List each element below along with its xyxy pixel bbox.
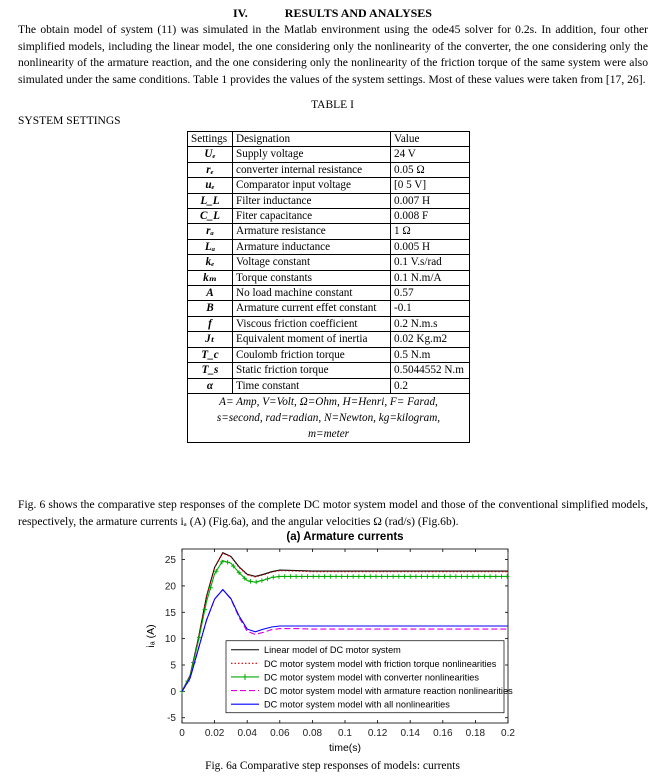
section-heading <box>0 6 665 21</box>
table-note-line: s=second, rad=radian, N=Newton, kg=kilogram, <box>216 411 441 424</box>
row-designation: No load machine constant <box>233 286 391 301</box>
row-symbol: kₑ <box>188 255 233 270</box>
row-symbol: f <box>188 316 233 331</box>
table-note-row <box>188 393 470 442</box>
row-value: 0.5044552 N.m <box>391 363 470 378</box>
legend-label: DC motor system model with armature reaction nonlinearities <box>264 686 513 697</box>
table-row <box>188 239 470 254</box>
row-symbol: C_L <box>188 209 233 224</box>
x-tick-label: 0.16 <box>433 728 453 739</box>
row-designation: Fiter capacitance <box>233 209 391 224</box>
table-row <box>188 209 470 224</box>
header-value: Value <box>391 132 470 147</box>
chart-title: (a) Armature currents <box>286 531 404 543</box>
table-row <box>188 316 470 331</box>
table-row <box>188 255 470 270</box>
row-symbol: T_c <box>188 347 233 362</box>
table-row <box>188 363 470 378</box>
row-designation: Armature inductance <box>233 239 391 254</box>
y-tick-label: 10 <box>164 634 176 646</box>
row-symbol: A <box>188 286 233 301</box>
table-note-line: A= Amp, V=Volt, Ω=Ohm, H=Henri, F= Farad, <box>219 395 438 408</box>
x-tick-label: 0 <box>179 728 185 739</box>
table-row <box>188 224 470 239</box>
x-tick-label: 0.18 <box>465 728 486 739</box>
row-designation: Armature resistance <box>233 224 391 239</box>
x-tick-label: 0.04 <box>237 728 257 739</box>
row-designation: Voltage constant <box>233 255 391 270</box>
table-row <box>188 378 470 393</box>
row-designation: converter internal resistance <box>233 162 391 177</box>
body-paragraph-1: The obtain model of system (11) was simulated in the Matlab environment using the ode45 solver for 0.2s. In addition, four other simplified models, including the linear model, the one considering only the nonlinearity of the converter, the one considering only the nonlinearity of the armature reaction, and the one considering only the nonlinearity of the friction torque of the same system were also simulated under the same conditions. Table 1 provides the values of the system settings. Most of these values were taken from [17, 26]. <box>18 23 648 86</box>
row-value: 0.57 <box>391 286 470 301</box>
row-designation: Supply voltage <box>233 147 391 162</box>
body-paragraph-2: Fig. 6 shows the comparative step responses of the complete DC motor system model and those of the conventional simplified models, respectively, the armature currents iₐ (A) (Fig.6a), and the angular velocities Ω (rad/s) (Fig.6b). <box>18 498 648 528</box>
legend-label: DC motor system model with friction torque nonlinearities <box>264 658 497 669</box>
x-tick-label: 0.02 <box>204 728 225 739</box>
row-symbol: Lₐ <box>188 239 233 254</box>
table-row <box>188 347 470 362</box>
row-symbol: rₑ <box>188 162 233 177</box>
section-number: IV. <box>233 6 248 20</box>
row-designation: Coulomb friction torque <box>233 347 391 362</box>
x-tick-label: 0.12 <box>367 728 388 739</box>
table-subcaption: SYSTEM SETTINGS <box>18 115 121 127</box>
row-value: 0.02 Kg.m2 <box>391 332 470 347</box>
table-note-line: m=meter <box>307 427 350 440</box>
row-designation: Comparator input voltage <box>233 178 391 193</box>
row-value: 0.5 N.m <box>391 347 470 362</box>
row-symbol: α <box>188 378 233 393</box>
table-header-row <box>188 132 470 147</box>
row-designation: Armature current effet constant <box>233 301 391 316</box>
armature-currents-chart <box>140 543 520 759</box>
row-value: 0.005 H <box>391 239 470 254</box>
row-value: 0.008 F <box>391 209 470 224</box>
row-designation: Equivalent moment of inertia <box>233 332 391 347</box>
section-title: RESULTS AND ANALYSES <box>284 6 432 20</box>
table-row <box>188 286 470 301</box>
y-tick-label: 25 <box>164 555 176 567</box>
row-value: 0.2 N.m.s <box>391 316 470 331</box>
table-row <box>188 162 470 177</box>
legend-label: DC motor system model with all nonlinearities <box>264 699 450 710</box>
table-row <box>188 270 470 285</box>
y-tick-label: 5 <box>170 660 176 672</box>
x-tick-label: 0.1 <box>338 728 352 739</box>
y-tick-label: 15 <box>164 607 176 619</box>
row-designation: Static friction torque <box>233 363 391 378</box>
row-value: 0.1 V.s/rad <box>391 255 470 270</box>
legend-label: Linear model of DC motor system <box>264 645 401 656</box>
row-designation: Viscous friction coefficient <box>233 316 391 331</box>
row-value: -0.1 <box>391 301 470 316</box>
row-symbol: rₐ <box>188 224 233 239</box>
table-row <box>188 332 470 347</box>
row-designation: Time constant <box>233 378 391 393</box>
row-value: 24 V <box>391 147 470 162</box>
x-tick-label: 0.06 <box>270 728 290 739</box>
x-axis-label: time(s) <box>328 742 362 754</box>
row-value: [0 5 V] <box>391 178 470 193</box>
y-tick-label: 20 <box>164 581 176 593</box>
x-tick-label: 0.14 <box>400 728 420 739</box>
row-symbol: Jₜ <box>188 332 233 347</box>
header-designation: Designation <box>233 132 391 147</box>
table-row <box>188 193 470 208</box>
row-symbol: T_s <box>188 363 233 378</box>
table-row <box>188 301 470 316</box>
row-value: 0.05 Ω <box>391 162 470 177</box>
x-tick-label: 0.08 <box>302 728 323 739</box>
table-note <box>188 393 470 442</box>
row-value: 0.1 N.m/A <box>391 270 470 285</box>
x-tick-label: 0.2 <box>501 728 515 739</box>
row-value: 1 Ω <box>391 224 470 239</box>
row-symbol: uₑ <box>188 178 233 193</box>
row-symbol: Uₑ <box>188 147 233 162</box>
y-axis-label: iₐ (A) <box>145 624 157 648</box>
row-symbol: B <box>188 301 233 316</box>
table-row <box>188 147 470 162</box>
header-settings: Settings <box>188 132 233 147</box>
table-row <box>188 178 470 193</box>
row-designation: Filter inductance <box>233 193 391 208</box>
row-value: 0.2 <box>391 378 470 393</box>
legend-label: DC motor system model with converter nonlinearities <box>264 672 479 683</box>
table-caption: TABLE I <box>311 99 354 111</box>
settings-table <box>187 131 470 443</box>
y-tick-label: 0 <box>170 686 176 698</box>
row-designation: Torque constants <box>233 270 391 285</box>
figure-caption: Fig. 6a Comparative step responses of models: currents <box>205 760 460 772</box>
row-symbol: kₘ <box>188 270 233 285</box>
row-symbol: L_L <box>188 193 233 208</box>
y-tick-label: -5 <box>167 713 176 725</box>
row-value: 0.007 H <box>391 193 470 208</box>
